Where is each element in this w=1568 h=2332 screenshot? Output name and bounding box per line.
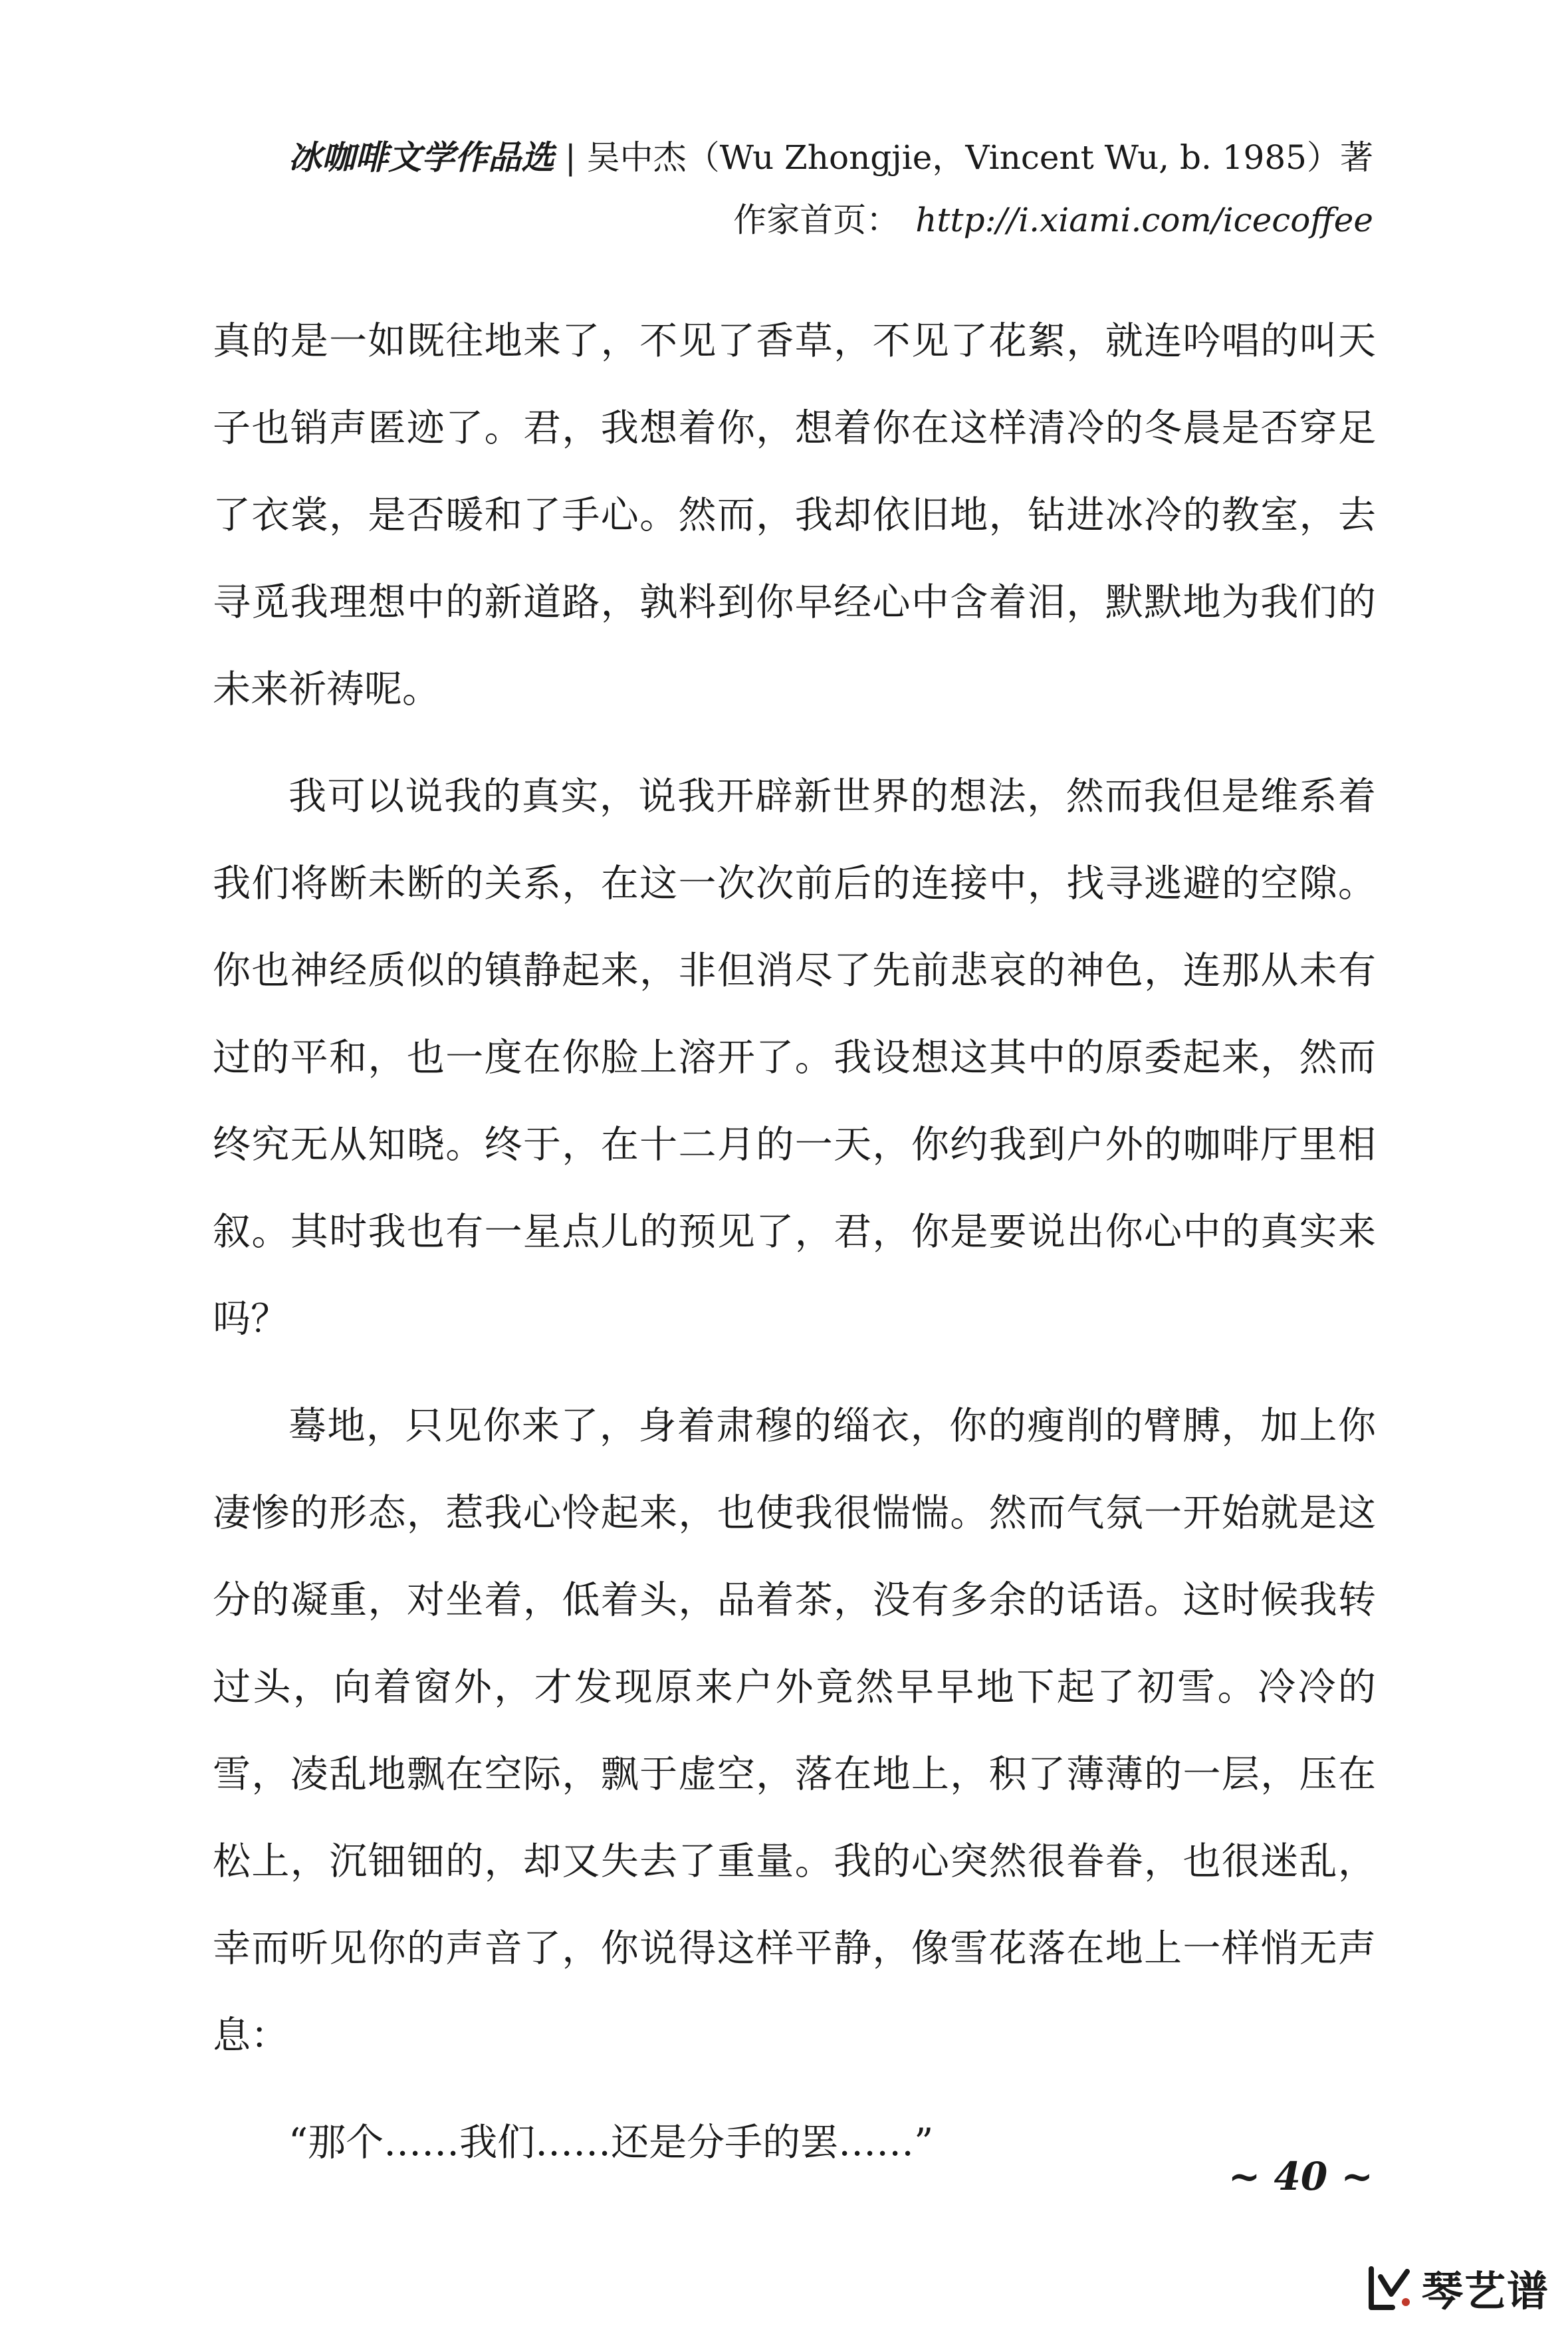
logo-text: 琴艺谱 (1421, 2267, 1549, 2315)
body-text (213, 298, 1376, 2206)
publisher-logo (1366, 2258, 1549, 2317)
homepage-label: 作家首页： (733, 201, 900, 239)
homepage-url[interactable]: http://i.xiami.com/icecoffee (915, 201, 1373, 239)
paragraph-3: 蓦地，只见你来了，身着肃穆的缁衣，你的瘦削的臂膊，加上你凄惨的形态，惹我心怜起来，也使我很惴惴。然而气氛一开始就是这分的凝重，对坐着，低着头，品着茶，没有多余的话语。这时候我转过头，向着窗外，才发现原来户外竟然早早地下起了初雪。冷冷的雪，凌乱地飘在空际，飘于虚空，落在地上，积了薄薄的一层，压在松上，沉钿钿的，却又失去了重量。我的心突然很眷眷，也很迷乱，幸而听见你的声音了，你说得这样平静，像雪花落在地上一样悄无声息： (213, 1404, 1376, 2057)
author-line: 吴中杰（Wu Zhongjie，Vincent Wu, b. 1985）著 (586, 138, 1373, 177)
paragraph-2: 我可以说我的真实，说我开辟新世界的想法，然而我但是维系着我们将断未断的关系，在这一次次前后的连接中，找寻逃避的空隙。你也神经质似的镇静起来，非但消尽了先前悲哀的神色，连那从未有过的平和，也一度在你脸上溶开了。我设想这其中的原委起来，然而终究无从知晓。终于，在十二月的一天，你约我到户外的咖啡厅里相叙。其时我也有一星点儿的预见了，君，你是要说出你心中的真实来吗？ (213, 774, 1376, 1341)
paragraph-1: 真的是一如既往地来了，不见了香草，不见了花絮，就连吟唱的叫天子也销声匿迹了。君，我想着你，想着你在这样清冷的冬晨是否穿足了衣裳，是否暖和了手心。然而，我却依旧地，钻进冰冷的教室，去寻觅我理想中的新道路，孰料到你早经心中含着泪，默默地为我们的未来祈祷呢。 (213, 319, 1376, 711)
page-number: ~ 40 ~ (1228, 2154, 1373, 2199)
series-title: 冰咖啡文学作品选 (288, 138, 554, 177)
header-homepage-line (288, 189, 1373, 251)
paragraph-4: “那个……我们……还是分手的罢……” (288, 2121, 934, 2164)
header-separator: | (554, 138, 587, 177)
page-header (288, 126, 1373, 251)
header-title-line (288, 126, 1373, 189)
qinzhipu-logo-icon (1366, 2264, 1415, 2313)
